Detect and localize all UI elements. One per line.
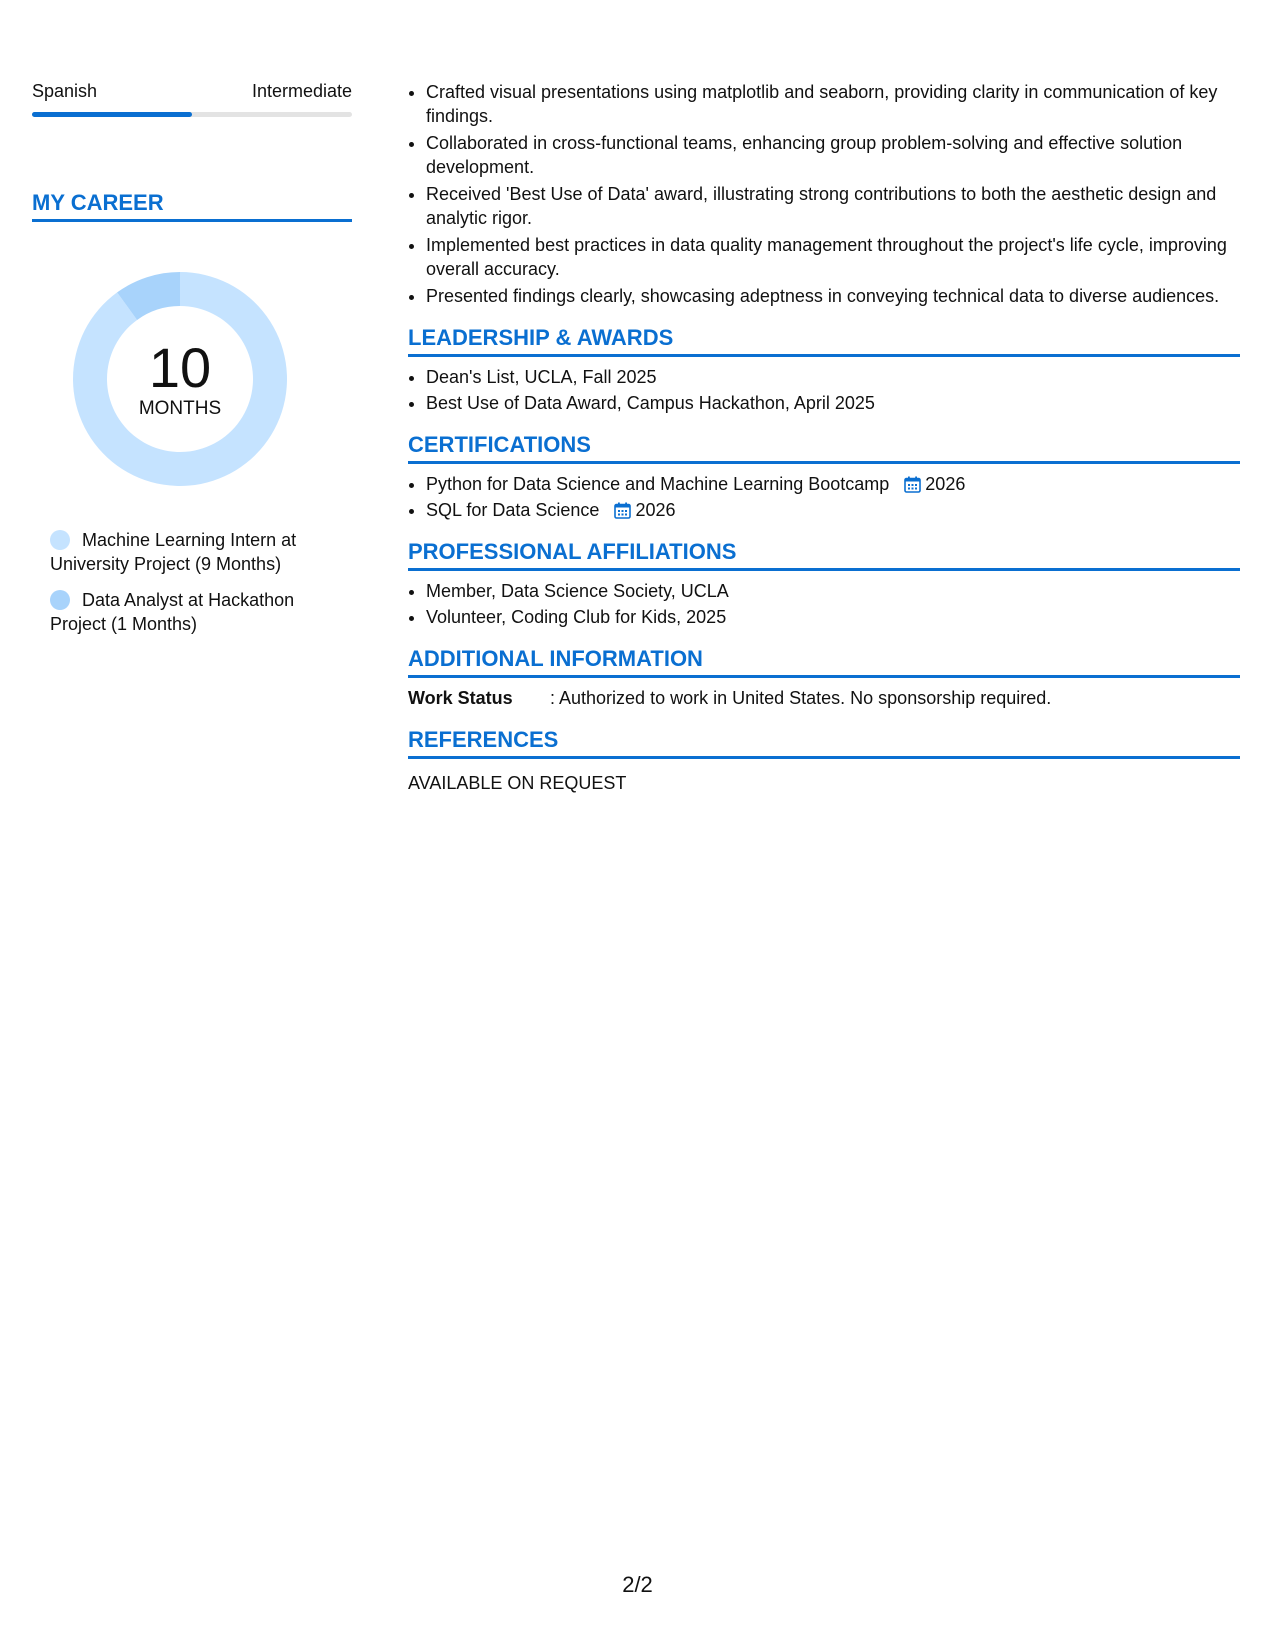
calendar-icon <box>904 476 921 493</box>
leadership-section-title: LEADERSHIP & AWARDS <box>408 324 1240 357</box>
additional-info-section-title: ADDITIONAL INFORMATION <box>408 645 1240 678</box>
legend-label: Data Analyst at Hackathon Project (1 Months) <box>50 590 295 634</box>
certification-name: SQL for Data Science <box>426 500 600 520</box>
list-item <box>426 472 1240 496</box>
career-section-title: MY CAREER <box>32 189 352 222</box>
leadership-list <box>408 365 1240 415</box>
list-item: • Collaborated in cross-functional teams, enhancing group problem-solving and effective solution development. <box>426 131 1240 179</box>
work-status-row <box>408 686 1240 710</box>
certification-year: 2026 <box>635 500 676 520</box>
list-item: • Best Use of Data Award, Campus Hackathon, April 2025 <box>426 391 1240 415</box>
affiliations-list <box>408 579 1240 629</box>
career-total-unit: MONTHS <box>138 398 222 419</box>
list-item: • Dean's List, UCLA, Fall 2025 <box>426 365 1240 389</box>
career-legend <box>50 528 330 636</box>
list-item: • Presented findings clearly, showcasing adeptness in conveying technical data to diverse audiences. <box>426 284 1240 308</box>
certifications-list <box>408 472 1240 522</box>
list-item: • Crafted visual presentations using matplotlib and seaborn, providing clarity in communication of key findings. <box>426 80 1240 128</box>
career-total-value: 10 <box>148 336 212 399</box>
legend-dot-icon <box>50 530 70 550</box>
language-proficiency-bar <box>32 112 352 117</box>
list-item: • Volunteer, Coding Club for Kids, 2025 <box>426 605 1240 629</box>
references-section-title: REFERENCES <box>408 726 1240 759</box>
right-column <box>408 80 1240 795</box>
work-status-value: : Authorized to work in United States. No sponsorship required. <box>550 688 1052 708</box>
legend-label: Machine Learning Intern at University Project (9 Months) <box>50 530 297 574</box>
language-row <box>32 80 352 102</box>
experience-bullets <box>408 80 1240 308</box>
list-item: • Implemented best practices in data quality management throughout the project's life cycle, improving overall accuracy. <box>426 233 1240 281</box>
donut-center <box>67 266 293 492</box>
work-status-label: Work Status <box>408 688 513 708</box>
references-text: AVAILABLE ON REQUEST <box>408 773 627 793</box>
legend-item <box>50 588 330 636</box>
list-item: • Received 'Best Use of Data' award, illustrating strong contributions to both the aesthetic design and analytic rigor. <box>426 182 1240 230</box>
list-item: • Member, Data Science Society, UCLA <box>426 579 1240 603</box>
left-column <box>32 80 352 648</box>
certifications-section-title: CERTIFICATIONS <box>408 431 1240 464</box>
legend-dot-icon <box>50 590 70 610</box>
certification-name: Python for Data Science and Machine Learning Bootcamp <box>426 474 890 494</box>
language-level: Intermediate <box>251 81 352 101</box>
career-donut-chart <box>67 266 293 492</box>
language-name: Spanish <box>32 81 98 101</box>
calendar-icon <box>614 502 631 519</box>
list-item <box>426 498 1240 522</box>
page-number: 2/2 <box>622 1572 653 1597</box>
language-proficiency-fill <box>32 112 192 117</box>
legend-item <box>50 528 330 576</box>
affiliations-section-title: PROFESSIONAL AFFILIATIONS <box>408 538 1240 571</box>
certification-year: 2026 <box>925 474 966 494</box>
